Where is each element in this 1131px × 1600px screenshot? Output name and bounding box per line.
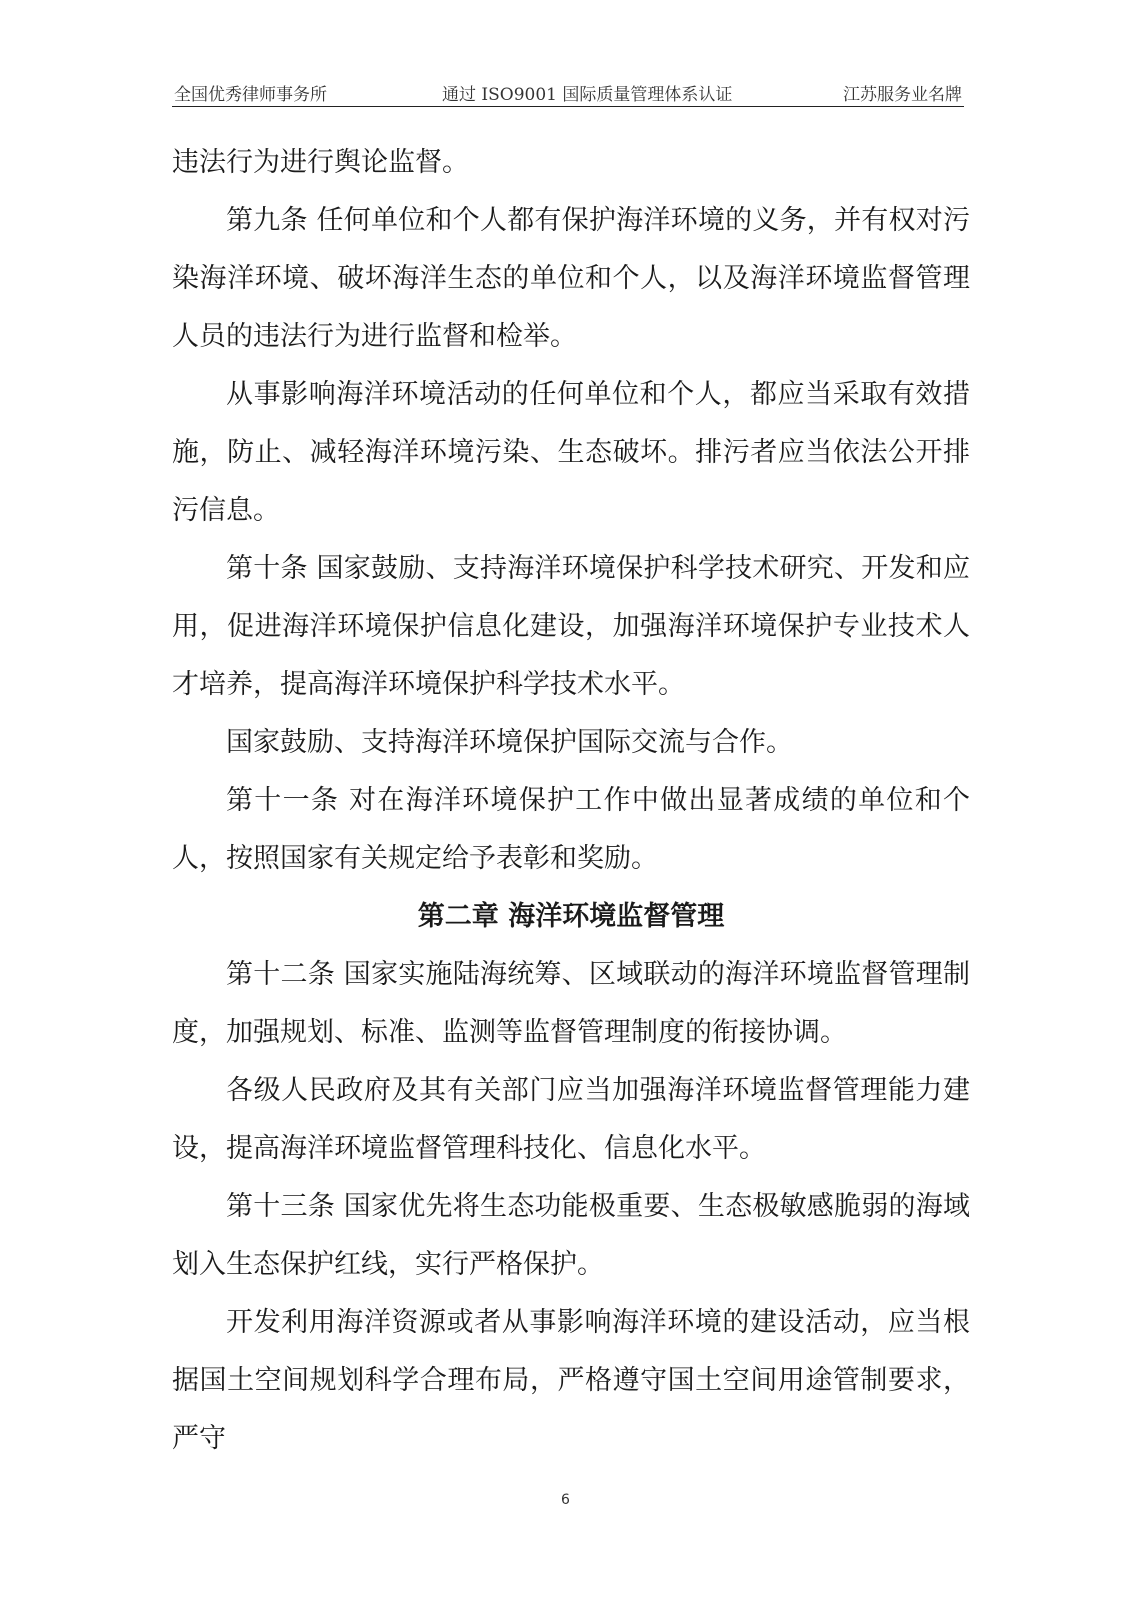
paragraph: 各级人民政府及其有关部门应当加强海洋环境监督管理能力建设，提高海洋环境监督管理科技化、信息化水平。: [172, 1075, 970, 1164]
paragraph: 从事影响海洋环境活动的任何单位和个人，都应当采取有效措施，防止、减轻海洋环境污染、生态破坏。排污者应当依法公开排污信息。: [172, 379, 970, 526]
header-left-text: 全国优秀律师事务所: [174, 85, 327, 105]
paragraph-article-9: 第九条 任何单位和个人都有保护海洋环境的义务，并有权对污染海洋环境、破坏海洋生态的单位和个人，以及海洋环境监督管理人员的违法行为进行监督和检举。: [172, 205, 970, 352]
paragraph-article-13: 第十三条 国家优先将生态功能极重要、生态极敏感脆弱的海域划入生态保护红线，实行严格保护。: [172, 1191, 970, 1280]
paragraph-continued: 违法行为进行舆论监督。: [172, 147, 469, 178]
chapter-heading: 第二章 海洋环境监督管理: [417, 901, 725, 932]
header-right-text: 江苏服务业名牌: [843, 85, 962, 105]
paragraph-article-11: 第十一条 对在海洋环境保护工作中做出显著成绩的单位和个人，按照国家有关规定给予表彰和奖励。: [172, 785, 970, 874]
page-header: [172, 78, 964, 107]
page-number: 6: [561, 1492, 570, 1508]
paragraph-article-10: 第十条 国家鼓励、支持海洋环境保护科学技术研究、开发和应用，促进海洋环境保护信息化建设，加强海洋环境保护专业技术人才培养，提高海洋环境保护科学技术水平。: [172, 553, 970, 700]
document-body: [172, 134, 970, 1468]
paragraph-article-12: 第十二条 国家实施陆海统筹、区域联动的海洋环境监督管理制度，加强规划、标准、监测等监督管理制度的衔接协调。: [172, 959, 970, 1048]
header-center-text: 通过 ISO9001 国际质量管理体系认证: [442, 85, 733, 105]
paragraph: 国家鼓励、支持海洋环境保护国际交流与合作。: [226, 727, 793, 758]
paragraph: 开发利用海洋资源或者从事影响海洋环境的建设活动，应当根据国土空间规划科学合理布局，严格遵守国土空间用途管制要求，严守: [172, 1307, 970, 1454]
